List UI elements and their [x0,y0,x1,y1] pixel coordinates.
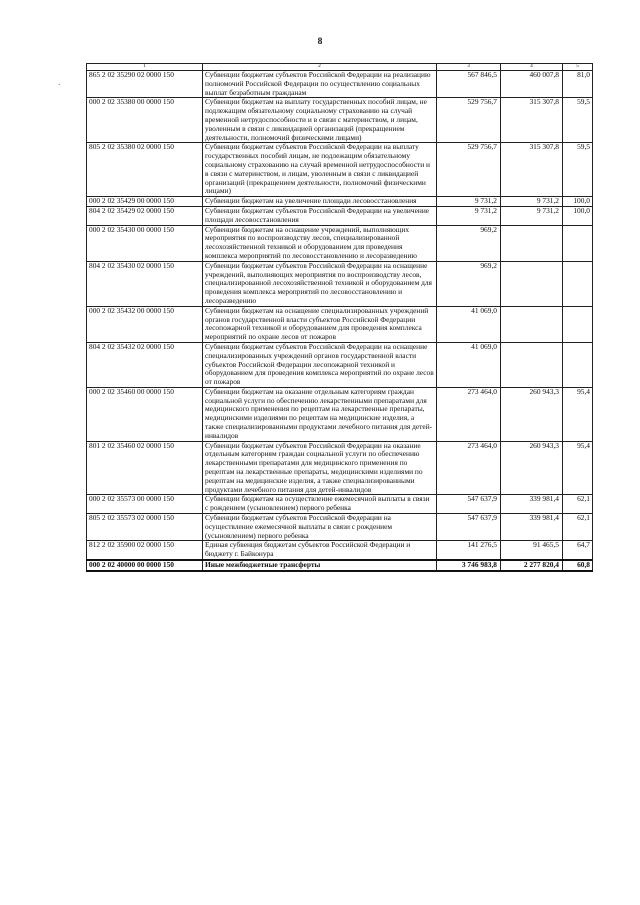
approved-amount-cell: 529 756,7 [437,98,501,143]
budget-code-cell: 000 2 02 35432 00 0000 150 [87,306,203,342]
executed-amount-cell: 339 981,4 [501,495,563,514]
table-row [87,541,593,560]
execution-percent-cell: 59,5 [563,143,593,197]
approved-amount-cell: 547 637,9 [437,495,501,514]
approved-amount-cell: 9 731,2 [437,197,501,207]
column-number: 2 [203,64,437,71]
executed-amount-cell: 91 465,5 [501,541,563,560]
budget-code-cell: 000 2 02 35380 00 0000 150 [87,98,203,143]
budget-code-cell: 000 2 02 35460 00 0000 150 [87,387,203,441]
budget-code-cell: 812 2 02 35900 02 0000 150 [87,541,203,560]
budget-code-cell: 000 2 02 35573 00 0000 150 [87,495,203,514]
description-cell: Субвенции бюджетам субъектов Российской Федерации на оснащение учреждений, выполняющих мероприятия по воспроизводству лесов, специализированной лесохозяйственной техникой и оборудованием для проведения комплекса мероприятий по лесовосстановлению и лесоразведению [203,261,437,306]
execution-percent-cell: 81,0 [563,71,593,98]
description-cell: Субвенции бюджетам на оснащение специализированных учреждений органов государственной власти субъектов Российской Федерации лесопожарной техникой и оборудованием для проведения комплекса мероприятий по охране лесов от пожаров [203,306,437,342]
approved-amount-cell: 273 464,0 [437,441,501,495]
execution-percent-cell: 62,1 [563,495,593,514]
execution-percent-cell: 95,4 [563,441,593,495]
description-cell: Субвенции бюджетам субъектов Российской Федерации на оказание отдельным категориям граждан социальной услуги по обеспечению лекарственными препаратами для медицинского применения по рецептам на лекарственные препараты, медицинскими изделиями по рецептам на медицинские изделия, а также специализированными продуктами лечебного питания для детей-инвалидов [203,441,437,495]
executed-amount-cell: 260 943,3 [501,441,563,495]
executed-amount-cell: 9 731,2 [501,197,563,207]
column-number: 3 [437,64,501,71]
page-number: 8 [317,37,323,47]
budget-table [86,63,593,572]
table-row [87,71,593,98]
margin-mark: · [58,81,61,89]
table-row [87,197,593,207]
executed-amount-cell: 315 307,8 [501,98,563,143]
budget-code-cell: 805 2 02 35573 02 0000 150 [87,514,203,541]
approved-amount-cell: 3 746 983,8 [437,560,501,571]
approved-amount-cell: 969,2 [437,261,501,306]
description-cell: Субвенции бюджетам субъектов Российской Федерации на увеличение площади лесовосстановления [203,206,437,225]
approved-amount-cell: 41 069,0 [437,342,501,387]
column-number: 5 [563,64,593,71]
table-row [87,495,593,514]
approved-amount-cell: 969,2 [437,225,501,261]
executed-amount-cell: 2 277 820,4 [501,560,563,571]
description-cell: Субвенции бюджетам на осуществление ежемесячной выплаты в связи с рождением (усыновлением) первого ребенка [203,495,437,514]
executed-amount-cell [501,342,563,387]
table-row [87,225,593,261]
column-number: 1 [87,64,203,71]
budget-code-cell: 000 2 02 35430 00 0000 150 [87,225,203,261]
table-row [87,98,593,143]
description-cell: Субвенции бюджетам на оснащение учреждений, выполняющих мероприятия по воспроизводству лесов, специализированной лесохозяйственной техникой и оборудованием для проведения комплекса мероприятий по лесовосстановлению и лесоразведению [203,225,437,261]
description-cell: Субвенции бюджетам на увеличение площади лесовосстановления [203,197,437,207]
budget-code-cell: 000 2 02 40000 00 0000 150 [87,560,203,571]
executed-amount-cell: 260 943,3 [501,387,563,441]
description-cell: Субвенции бюджетам на оказание отдельным категориям граждан социальной услуги по обеспечению лекарственными препаратами для медицинского применения по рецептам на лекарственные препараты, медицинскими изделиями по рецептам на медицинские изделия, а также специализированными продуктами лечебного питания для детей-инвалидов [203,387,437,441]
approved-amount-cell: 273 464,0 [437,387,501,441]
table-row [87,514,593,541]
execution-percent-cell: 100,0 [563,197,593,207]
table-row [87,143,593,197]
executed-amount-cell: 315 307,8 [501,143,563,197]
approved-amount-cell: 9 731,2 [437,206,501,225]
execution-percent-cell [563,225,593,261]
executed-amount-cell: 9 731,2 [501,206,563,225]
description-cell: Иные межбюджетные трансферты [203,560,437,571]
description-cell: Субвенции бюджетам на выплату государственных пособий лицам, не подлежащим обязательному социальному страхованию на случай временной нетрудоспособности и в связи с материнством, и лицам, уволенным в связи с ликвидацией организаций (прекращением деятельности, полномочий физическими лицами) [203,98,437,143]
budget-code-cell: 804 2 02 35429 02 0000 150 [87,206,203,225]
approved-amount-cell: 547 637,9 [437,514,501,541]
budget-code-cell: 805 2 02 35380 02 0000 150 [87,143,203,197]
description-cell: Субвенции бюджетам субъектов Российской Федерации на оснащение специализированных учреждений органов государственной власти субъектов Российской Федерации лесопожарной техникой и оборудованием для проведения комплекса мероприятий по охране лесов от пожаров [203,342,437,387]
execution-percent-cell: 64,7 [563,541,593,560]
executed-amount-cell: 460 007,8 [501,71,563,98]
total-row [87,560,593,571]
table-row [87,441,593,495]
executed-amount-cell [501,306,563,342]
executed-amount-cell [501,225,563,261]
table-row [87,306,593,342]
table-row [87,206,593,225]
execution-percent-cell: 95,4 [563,387,593,441]
budget-code-cell: 804 2 02 35430 02 0000 150 [87,261,203,306]
description-cell: Субвенции бюджетам субъектов Российской Федерации на реализацию полномочий Российской Федерации по осуществлению социальных выплат безработным гражданам [203,71,437,98]
execution-percent-cell [563,342,593,387]
approved-amount-cell: 529 756,7 [437,143,501,197]
table-row [87,342,593,387]
column-number-row [87,64,593,71]
budget-code-cell: 801 2 02 35460 02 0000 150 [87,441,203,495]
execution-percent-cell [563,306,593,342]
description-cell: Единая субвенция бюджетам субъектов Российской Федерации и бюджету г. Байконура [203,541,437,560]
executed-amount-cell: 339 981,4 [501,514,563,541]
budget-code-cell: 000 2 02 35429 00 0000 150 [87,197,203,207]
budget-code-cell: 865 2 02 35290 02 0000 150 [87,71,203,98]
description-cell: Субвенции бюджетам субъектов Российской Федерации на осуществление ежемесячной выплаты в связи с рождением (усыновлением) первого ребенка [203,514,437,541]
execution-percent-cell: 60,8 [563,560,593,571]
executed-amount-cell [501,261,563,306]
execution-percent-cell [563,261,593,306]
budget-code-cell: 804 2 02 35432 02 0000 150 [87,342,203,387]
column-number: 4 [501,64,563,71]
approved-amount-cell: 567 846,5 [437,71,501,98]
description-cell: Субвенции бюджетам субъектов Российской Федерации на выплату государственных пособий лицам, не подлежащим обязательному социальному страхованию на случай временной нетрудоспособности и в связи с материнством, и лицам, уволенным в связи с ликвидацией организаций (прекращением деятельности, полномочий физическими лицами) [203,143,437,197]
table-row [87,387,593,441]
table-row [87,261,593,306]
execution-percent-cell: 100,0 [563,206,593,225]
execution-percent-cell: 59,5 [563,98,593,143]
approved-amount-cell: 141 276,5 [437,541,501,560]
execution-percent-cell: 62,1 [563,514,593,541]
approved-amount-cell: 41 069,0 [437,306,501,342]
